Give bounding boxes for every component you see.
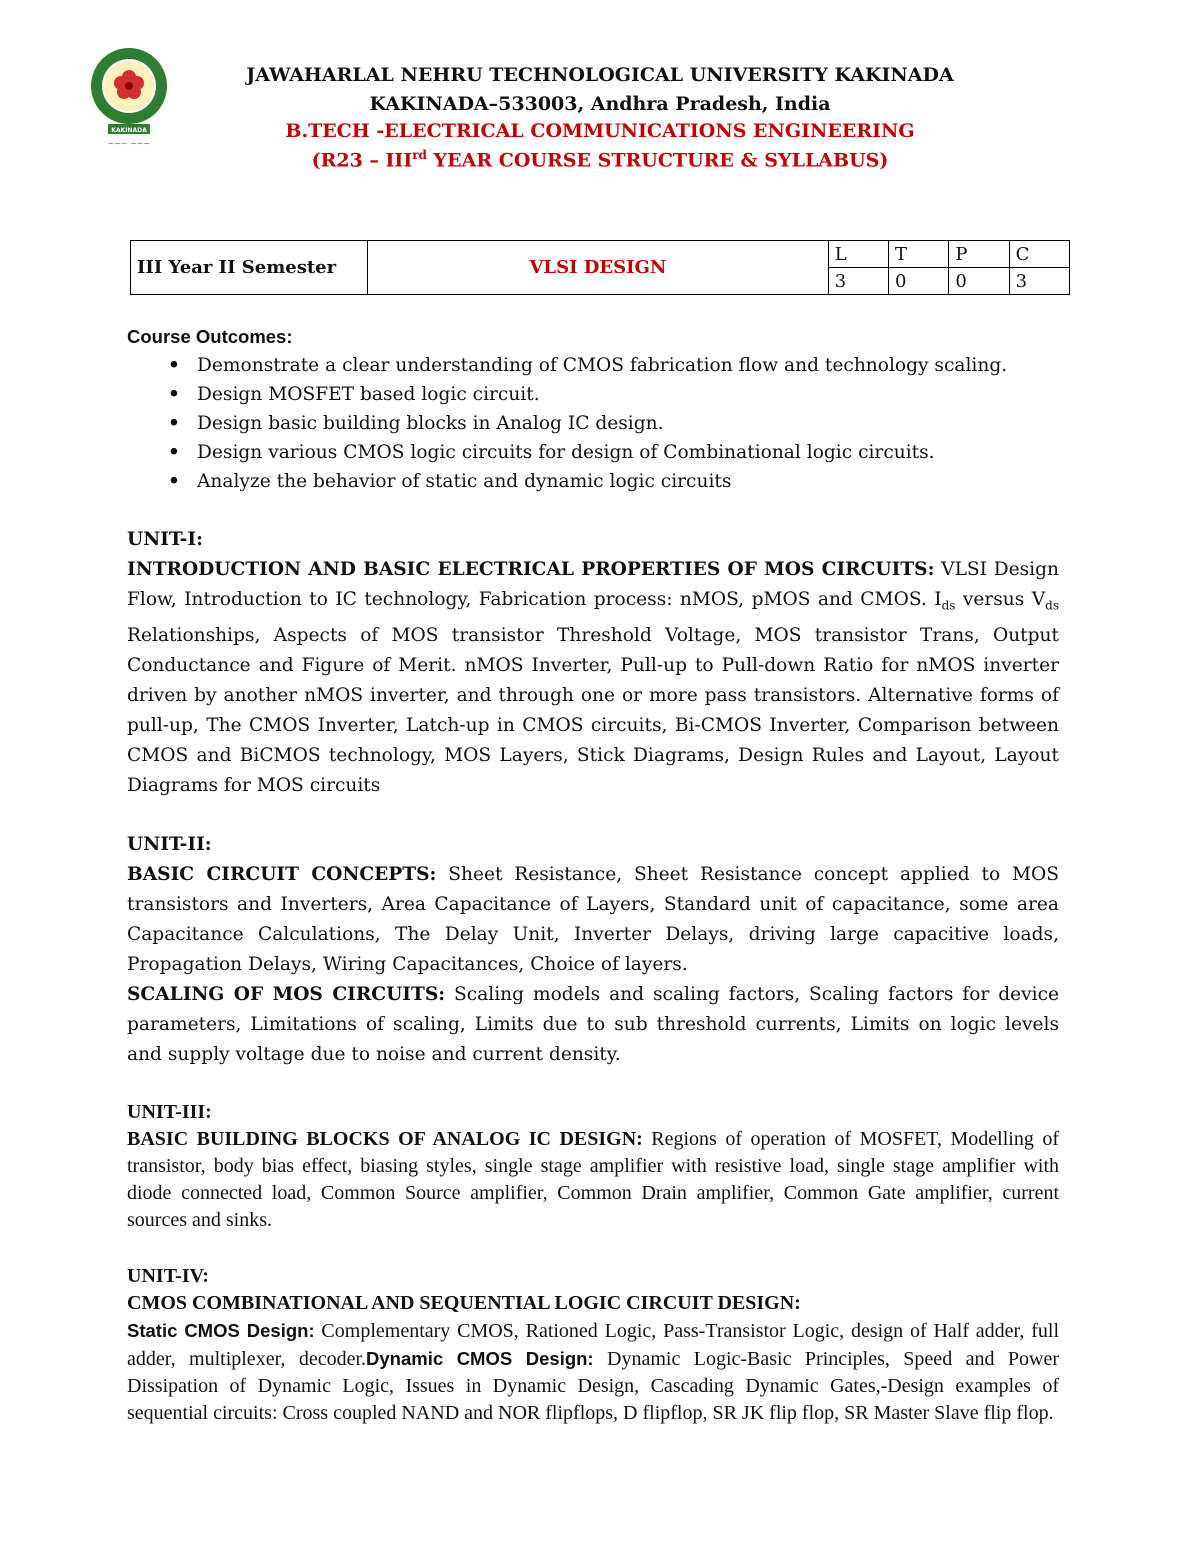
unit-2 (127, 830, 1059, 1070)
unit-1-heading: INTRODUCTION AND BASIC ELECTRICAL PROPERTIES OF MOS CIRCUITS: (127, 559, 935, 580)
unit-4-heading: CMOS COMBINATIONAL AND SEQUENTIAL LOGIC CIRCUIT DESIGN: (127, 1291, 801, 1314)
list-item: • Design various CMOS logic circuits for design of Combinational logic circuits. (127, 438, 1059, 467)
unit-2-label: UNIT-II: (127, 833, 212, 855)
course-outcomes-title: Course Outcomes: (127, 326, 293, 347)
value-t: 0 (889, 268, 949, 295)
unit-1-body: INTRODUCTION AND BASIC ELECTRICAL PROPERTIES OF MOS CIRCUITS: VLSI Design Flow, Introduction to IC technology, Fabrication process: nMOS, pMOS and CMOS. $I_{ds}$ versus $V_{ds}$ Relationships, Aspects of MOS transistor Threshold Voltage, MOS transistor Trans, Output Conductance and Figure of Merit. nMOS Inverter, Pull-up to Pull-down Ratio for nMOS inverter driven by another nMOS inverter, and through one or more pass transistors. Alternative forms of pull-up, The CMOS Inverter, Latch-up in CMOS circuits, Bi-CMOS Inverter, Comparison between CMOS and BiCMOS technology, MOS Layers, Stick Diagrams, Design Rules and Layout, Layout Diagrams for MOS circuits (127, 559, 1059, 796)
unit-4 (127, 1263, 1059, 1427)
subject-cell: VLSI DESIGN (368, 241, 829, 295)
course-structure-title: (R23 – IIIrd YEAR COURSE STRUCTURE & SYLLABUS) (311, 148, 889, 172)
value-l: 3 (828, 268, 888, 295)
unit-3-heading: BASIC BUILDING BLOCKS OF ANALOG IC DESIGN: (127, 1127, 643, 1150)
university-name: JAWAHARLAL NEHRU TECHNOLOGICAL UNIVERSITY KAKINADA (246, 64, 954, 86)
unit-3-body: BASIC BUILDING BLOCKS OF ANALOG IC DESIGN: Regions of operation of MOSFET, Modelling of transistor, body bias effect, biasing styles, single stage amplifier with resistive load, single stage amplifier with diode connected load, Common Source amplifier, Common Drain amplifier, Common Gate amplifier, current sources and sinks. (127, 1127, 1059, 1231)
svg-text:~~~ ~~~: ~~~ ~~~ (107, 139, 151, 148)
header-l: L (828, 241, 888, 268)
value-p: 0 (949, 268, 1009, 295)
semester-cell: III Year II Semester (131, 241, 368, 295)
list-item: • Demonstrate a clear understanding of CMOS fabrication flow and technology scaling. (127, 351, 1059, 380)
bullet-icon: • (168, 471, 180, 492)
unit-1 (127, 525, 1059, 801)
unit-2-heading-2: SCALING OF MOS CIRCUITS: (127, 983, 446, 1005)
value-c: 3 (1009, 268, 1069, 295)
header-c: C (1009, 241, 1069, 268)
list-item: • Design MOSFET based logic circuit. (127, 380, 1059, 409)
unit-2-heading-1: BASIC CIRCUIT CONCEPTS: (127, 863, 437, 885)
course-info-table (130, 240, 1070, 295)
unit-2-body-2: SCALING OF MOS CIRCUITS: Scaling models and scaling factors, Scaling factors for device parameters, Limitations of scaling, Limits due to sub threshold currents, Limits on logic levels and supply voltage due to noise and current density. (127, 983, 1059, 1065)
unit-1-label: UNIT-I: (127, 529, 203, 550)
bullet-icon: • (168, 384, 180, 405)
dynamic-cmos-label: Dynamic CMOS Design: (366, 1347, 594, 1369)
university-address: KAKINADA–533003, Andhra Pradesh, India (369, 93, 831, 115)
bullet-icon: • (168, 355, 180, 376)
header-p: P (949, 241, 1009, 268)
course-outcomes-list (127, 351, 1059, 496)
unit-2-body-1: BASIC CIRCUIT CONCEPTS: Sheet Resistance, Sheet Resistance concept applied to MOS transistors and Inverters, Area Capacitance of Layers, Standard unit of capacitance, some area Capacitance Calculations, The Delay Unit, Inverter Delays, driving large capacitive loads, Propagation Delays, Wiring Capacitances, Choice of layers. (127, 863, 1059, 975)
program-title: B.TECH -ELECTRICAL COMMUNICATIONS ENGINEERING (285, 120, 915, 142)
unit-3-label: UNIT-III: (127, 1100, 212, 1123)
static-cmos-label: Static CMOS Design: (127, 1319, 315, 1341)
syllabus-content (127, 322, 1059, 1427)
header-t: T (889, 241, 949, 268)
list-item: • Design basic building blocks in Analog IC design. (127, 409, 1059, 438)
unit-3 (127, 1099, 1059, 1234)
bullet-icon: • (168, 413, 180, 434)
unit-4-label: UNIT-IV: (127, 1264, 209, 1287)
unit-4-body: Static CMOS Design: Complementary CMOS, Rationed Logic, Pass-Transistor Logic, design of Half adder, full adder, multiplexer, decoder.Dynamic CMOS Design: Dynamic Logic-Basic Principles, Speed and Power Dissipation of Dynamic Logic, Issues in Dynamic Design, Cascading Dynamic Gates,-Design examples of sequential circuits: Cross coupled NAND and NOR flipflops, D flipflop, SR JK flip flop, SR Master Slave flip flop. (127, 1319, 1059, 1424)
list-item: • Analyze the behavior of static and dynamic logic circuits (127, 467, 1059, 496)
bullet-icon: • (168, 442, 180, 463)
svg-text:KAKINADA: KAKINADA (111, 127, 147, 134)
